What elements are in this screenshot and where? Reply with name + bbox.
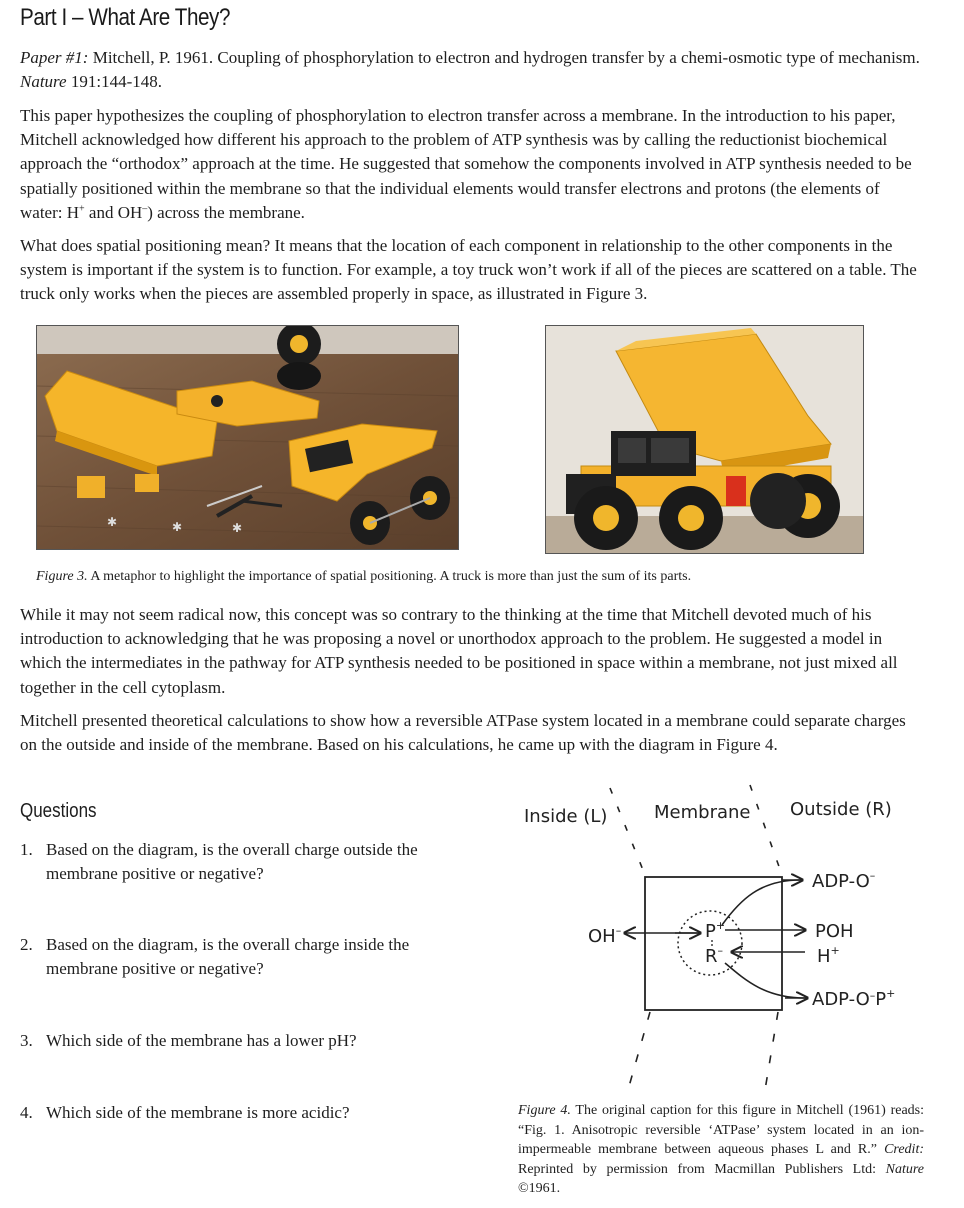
disassembled-truck-illustration [37,326,458,549]
svg-text:✱: ✱ [172,520,183,534]
figure4-year: ©1961. [518,1181,561,1196]
question-1-text: Based on the diagram, is the overall charge outside the [46,840,418,859]
photo-disassembled-truck [36,325,459,550]
photo-assembled-truck [545,325,864,554]
figure4-diagram [510,780,930,1098]
question-2-text: Based on the diagram, is the overall charge inside the [46,935,410,954]
paragraph-intro-text: This paper hypothesizes the coupling of phosphorylation to electron transfer across a membrane. In the introduction to his paper, Mitchell acknowledged how different his approach to the problem of ATP synthesis was by calling the reductionist biochemical approach the “orthodox” approach at the time. He suggested that somehow the components involved in ATP synthesis needed to be spatially positioned within the membrane so that the individual elements would transfer electrons and protons (the elements of water: H [20,106,912,222]
citation-text: Mitchell, P. 1961. Coupling of phosphorylation to electron and hydrogen transfer by a chemi-osmotic type of mechanism. [88,48,920,67]
figure4-text: The original caption for this figure in Mitchell (1961) reads: “Fig. 1. Anisotropic reversible ‘ATPase’ system located in an ion-impermeable membrane between aqueous phases L and R.” [518,1103,924,1157]
svg-text:✱: ✱ [107,515,118,529]
question-1-text-cont: membrane positive or negative? [46,864,264,883]
poh-label: POH [815,921,854,942]
paragraph-calculations: Mitchell presented theoretical calculations to show how a reversible ATPase system located in a membrane could separate charges on the outside and inside of the membrane. Based on his calculations, he came up with the diagram in Figure 4. [20,711,906,755]
membrane-left-boundary-top [610,788,645,875]
r-minus-label: R– [705,944,724,967]
oh-minus-label: OH– [588,924,622,947]
paragraph-intro-mid: and OH [84,202,143,222]
oh-charge-sup: – [142,203,148,215]
figure4-label: Figure 4. [518,1103,571,1118]
question-1-number: 1. [20,840,33,859]
p-plus-label: P+ [705,919,726,942]
figure4-credit-label: Credit: [884,1142,924,1157]
adp-o-p-plus-label: ADP-O–P+ [812,987,896,1010]
membrane-box [645,877,782,1010]
figure4-caption [518,1101,924,1199]
h-plus-label: H+ [817,944,840,967]
assembled-truck-illustration [546,326,863,553]
inside-label: Inside (L) [524,806,608,827]
question-2-text-cont: membrane positive or negative? [46,959,264,978]
membrane-left-boundary-bottom [628,1012,650,1090]
figure3-text: A metaphor to highlight the importance of spatial positioning. A truck is more than just the sum of its parts. [87,569,692,584]
questions-title: Questions [20,800,97,822]
question-3-number: 3. [20,1031,33,1050]
h-charge-sup: + [79,203,85,215]
page-title: Part I – What Are They? [20,4,231,31]
question-3 [20,1029,470,1053]
membrane-label: Membrane [654,802,751,823]
citation-volume: 191:144-148. [66,72,162,92]
citation-journal: Nature [20,72,67,92]
paragraph-spatial: What does spatial positioning mean? It means that the location of each component in relationship to the other components in the system is important if the system is to function. For example, a toy truck won’t work if all of the pieces are scattered on a table. The truck only works when the pieces are assembled properly in space, as illustrated in Figure 3. [20,236,917,304]
adp-o-minus-label: ADP-O– [812,869,876,892]
paragraph-intro-end: ) across the membrane. [147,202,305,222]
question-4 [20,1101,470,1125]
question-4-text: Which side of the membrane is more acidic? [46,1103,350,1122]
figure4-journal: Nature [885,1161,924,1177]
citation [20,46,920,94]
citation-label: Paper #1: [20,48,89,67]
svg-text:✱: ✱ [232,521,243,535]
adp-o-path [722,880,800,925]
figure3-label: Figure 3. [36,569,88,584]
paragraph-intro [20,104,920,225]
figure4-credit-text: Reprinted by permission from Macmillan Publishers Ltd: [518,1161,886,1177]
membrane-right-boundary-bottom [765,1012,778,1090]
question-2 [20,933,470,981]
membrane-right-boundary-top [750,785,782,875]
figure3-caption [36,567,916,587]
question-1 [20,838,470,886]
outside-label: Outside (R) [790,799,892,820]
question-2-number: 2. [20,935,33,954]
question-3-text: Which side of the membrane has a lower pH? [46,1031,357,1050]
question-4-number: 4. [20,1103,33,1122]
paragraph-radical: While it may not seem radical now, this concept was so contrary to the thinking at the time that Mitchell devoted much of his introduction to acknowledging that he was proposing a novel or unorthodox approach to the problem. He suggested a model in which the intermediates in the pathway for ATP synthesis needed to be positioned in space within a membrane, not just mixed all together in the cell cytoplasm. [20,605,898,697]
adp-op-path [725,963,805,998]
